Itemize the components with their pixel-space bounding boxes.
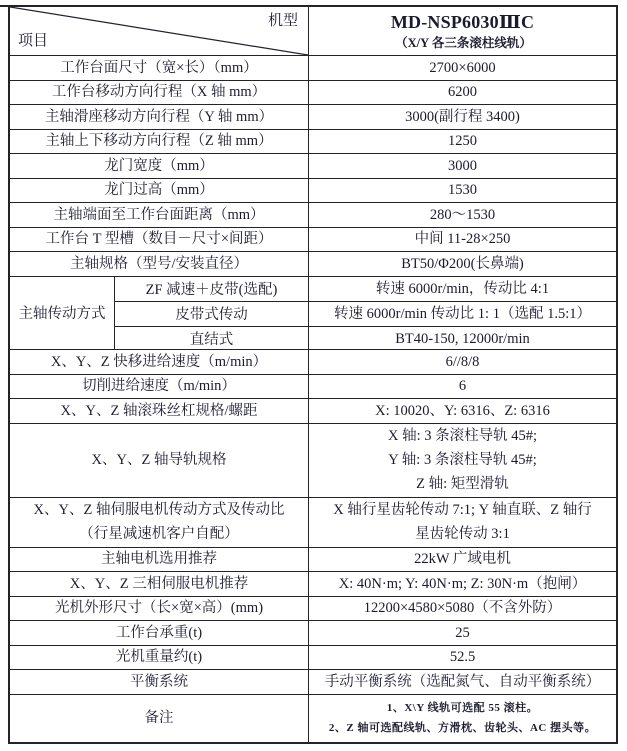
spec-value-line: Y 轴: 3 条滚柱导轨 45#; [388, 452, 537, 468]
spec-value-line: 6//8/8 [445, 353, 480, 370]
spec-row [10, 56, 616, 81]
spec-label-line: 龙门宽度（mm） [104, 157, 214, 174]
spec-row [10, 81, 616, 106]
spec-value-line: 6200 [448, 84, 477, 101]
spec-row [10, 548, 616, 573]
spec-label-line: X、Y、Z 轴滚珠丝杠规格/螺距 [60, 402, 258, 419]
spec-row [10, 498, 616, 548]
spec-value [309, 228, 616, 252]
spec-label-line: X、Y、Z 轴导轨规格 [91, 452, 227, 468]
spec-value-line: 手动平衡系统（选配氮气、自动平衡系统） [324, 673, 601, 690]
model-name: MD-NSP6030ⅢC [390, 11, 535, 32]
spec-value-line: 转速 6000r/min，传动比 4:1 [375, 280, 550, 297]
spec-label [10, 498, 309, 547]
spec-label-line: 工作台移动方向行程（X 轴 mm） [51, 84, 267, 101]
spec-value-line: 25 [455, 624, 470, 641]
spec-value-line: 2700×6000 [429, 59, 496, 76]
spec-row [10, 203, 616, 228]
spec-value [309, 179, 616, 203]
spec-row [10, 228, 616, 253]
spec-value-line: 280～1530 [429, 206, 496, 223]
spec-value [309, 498, 616, 547]
spec-value [309, 597, 616, 621]
note-line: 2、Z 轴可选配线轨、方滑枕、齿轮头、AC 摆头等。 [328, 722, 597, 735]
spec-row [10, 252, 616, 277]
spec-row [10, 130, 616, 155]
model-suffix: （X/Y 各三条滚柱线轨） [395, 35, 532, 50]
spec-value-line: 52.5 [449, 649, 476, 666]
spec-value [309, 548, 616, 572]
spec-value [309, 105, 616, 129]
spec-row [10, 105, 616, 130]
spec-label-line: 光机外形尺寸（长×宽×高）(mm) [54, 600, 264, 617]
spec-label [10, 375, 309, 399]
spec-row [10, 375, 616, 400]
spec-value [309, 621, 616, 645]
spec-value [309, 424, 616, 497]
spec-label-line: 备注 [144, 710, 174, 726]
spec-label [10, 179, 309, 203]
spec-value [309, 646, 616, 670]
spec-label-line: 平衡系统 [130, 673, 188, 690]
spec-value [309, 252, 616, 276]
spec-label [10, 597, 309, 621]
spec-value-line: BT40-150, 12000r/min [395, 330, 530, 347]
spec-sub-label: 皮带式传动 [115, 302, 309, 326]
spec-label [10, 695, 309, 742]
spec-value-line: X: 10020、Y: 6316、Z: 6316 [375, 402, 550, 419]
spec-row [10, 670, 616, 695]
spec-value [309, 375, 616, 399]
spec-value-line: 12200×4580×5080（不含外防） [363, 600, 562, 617]
table-body [10, 56, 616, 742]
spec-label-line: 主轴上下移动方向行程（Z 轴 mm） [45, 133, 273, 150]
header-diagonal-cell [10, 7, 309, 55]
spec-value-line: 中间 11-28×250 [414, 231, 511, 248]
spec-value [309, 399, 616, 423]
spec-value-line: 22kW 广域电机 [414, 551, 511, 568]
spec-value [309, 154, 616, 178]
spec-label [10, 203, 309, 227]
spec-value-line: Z 轴: 矩型滑轨 [416, 476, 509, 492]
spec-label-line: 主轴端面至工作台面距离（mm） [53, 206, 265, 223]
spec-value [309, 350, 616, 374]
spec-label [10, 228, 309, 252]
spec-label-line: X、Y、Z 轴伺服电机传动方式及传动比 [33, 502, 285, 518]
spec-label [10, 621, 309, 645]
spec-value-line: 星齿轮传动 3:1 [415, 526, 510, 542]
spec-label-line: X、Y、Z 快移进给速度（m/min） [50, 353, 268, 370]
spec-row [10, 154, 616, 179]
spec-value [309, 695, 616, 742]
spec-value [309, 130, 616, 154]
spec-value [309, 670, 616, 694]
spec-table [8, 5, 618, 744]
spec-label [10, 646, 309, 670]
spec-row [10, 597, 616, 622]
spec-label-line: X、Y、Z 三相伺服电机推荐 [69, 575, 249, 592]
spec-label-line: 光机重量约(t) [115, 649, 203, 666]
spec-value-line: X: 40N·m; Y: 40N·m; Z: 30N·m（抱闸） [338, 575, 587, 592]
spec-value [309, 327, 616, 351]
note-line: 1、X\Y 线轨可选配 55 滚柱。 [386, 701, 539, 714]
spec-row [10, 424, 616, 498]
spec-label-line: 切削进给速度（m/min） [82, 378, 236, 395]
spec-label-line: 工作台 T 型槽（数目－尺寸×间距） [45, 231, 273, 248]
spec-label-line: （行星减速机客户自配） [79, 526, 239, 542]
spec-value-line: 1250 [448, 133, 477, 150]
spec-row [10, 572, 616, 597]
spec-label-line: 龙门过高（mm） [104, 182, 214, 199]
spec-value-line: X 轴行星齿轮传动 7:1; Y 轴直联、Z 轴行 [333, 502, 592, 518]
spec-value-line: BT50/Φ200(长鼻端) [401, 255, 524, 272]
spec-label-line: 主轴滑座移动方向行程（Y 轴 mm） [44, 108, 274, 125]
spec-label [10, 572, 309, 596]
spec-row [10, 646, 616, 671]
table-header-row [10, 7, 616, 56]
spec-label [10, 548, 309, 572]
spec-label [10, 399, 309, 423]
spec-value [309, 81, 616, 105]
spec-label [10, 424, 309, 497]
spec-row [10, 277, 616, 351]
spec-value-line: 6 [458, 378, 467, 395]
spec-value-line: 3000(副行程 3400) [405, 108, 520, 125]
spec-value [309, 56, 616, 80]
spec-label [10, 130, 309, 154]
spec-subrow [115, 302, 616, 327]
spec-value-line: X 轴: 3 条滚柱导轨 45#; [387, 428, 538, 444]
spec-label [10, 670, 309, 694]
spec-value-line: 3000 [448, 157, 477, 174]
spec-label [10, 105, 309, 129]
spec-row [10, 350, 616, 375]
spec-row [10, 179, 616, 204]
spec-subrow [115, 327, 616, 351]
spec-label-line: 工作台面尺寸（宽×长）（mm） [60, 59, 258, 76]
diagonal-line [10, 7, 308, 55]
spec-label-line: 工作台承重(t) [115, 624, 203, 641]
spec-value [309, 572, 616, 596]
spec-value-line: 1530 [448, 182, 477, 199]
header-model-label: 机型 [267, 13, 298, 29]
spec-value-line: 转速 6000r/min 传动比 1: 1（选配 1.5:1） [334, 305, 591, 322]
spec-value [309, 302, 616, 326]
header-model-cell [309, 7, 616, 55]
spec-label [10, 252, 309, 276]
spec-label [10, 154, 309, 178]
spec-label-line: 主轴规格（型号/安装直径） [69, 255, 249, 272]
spec-label-line: 主轴电机选用推荐 [101, 551, 217, 568]
spec-subrow [115, 277, 616, 302]
spec-label [10, 81, 309, 105]
spec-row [10, 399, 616, 424]
spec-value [309, 203, 616, 227]
spec-label [10, 350, 309, 374]
spec-group-rows [115, 277, 616, 350]
spec-sub-label: ZF 减速＋皮带(选配) [115, 277, 309, 301]
spec-label [10, 56, 309, 80]
spec-value [309, 277, 616, 301]
header-item-label: 项目 [18, 33, 49, 49]
spec-group-label: 主轴传动方式 [10, 277, 115, 350]
spec-row [10, 695, 616, 742]
spec-row [10, 621, 616, 646]
spec-sub-label: 直结式 [115, 327, 309, 351]
